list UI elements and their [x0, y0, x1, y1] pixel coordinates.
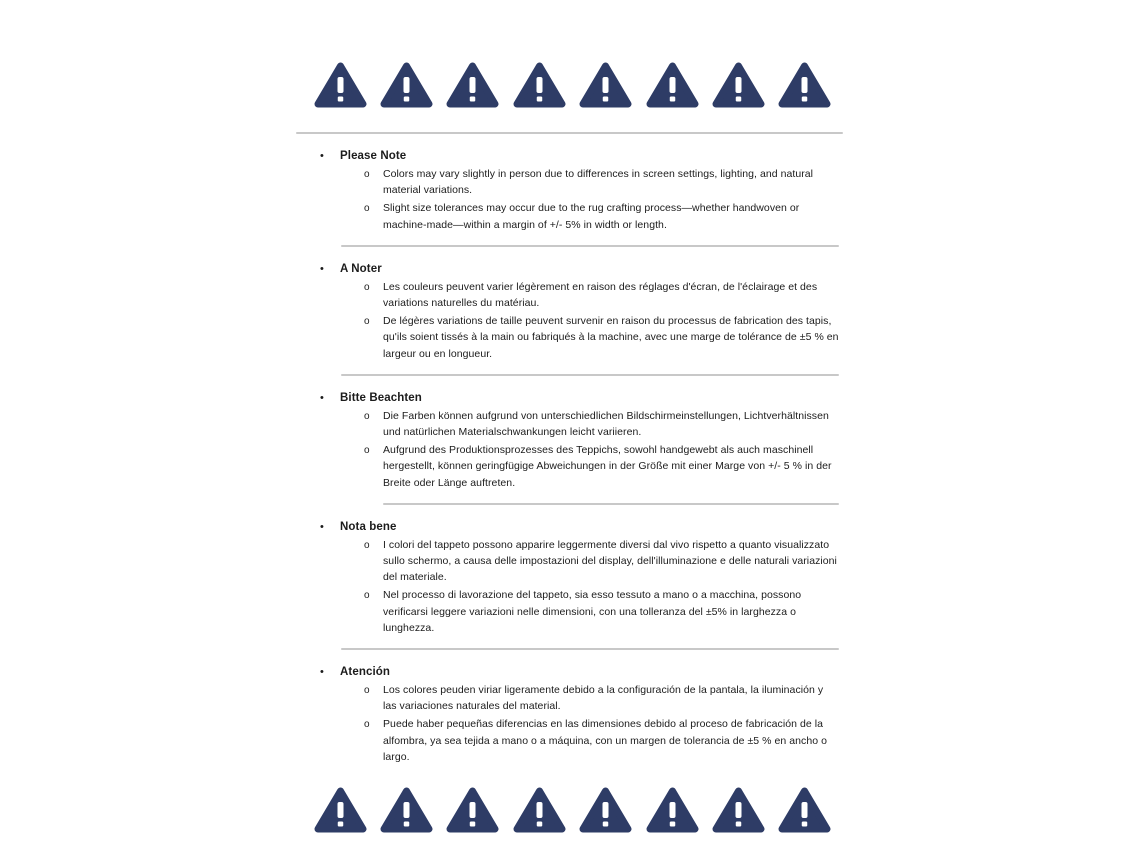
note-item	[300, 442, 845, 491]
section-heading-row	[300, 390, 845, 406]
warning-row-bottom	[314, 785, 832, 835]
section-title: Nota bene	[340, 520, 397, 533]
note-text: I colori del tappeto possono apparire leggermente diversi dal vivo rispetto a quanto visualizzato sullo schermo, a causa delle impostazioni del display, dell'illuminazione e delle naturali variazioni del materiale.	[383, 538, 837, 584]
note-item	[300, 313, 845, 362]
circle-bullet-icon: o	[364, 169, 370, 180]
warning-triangle-icon	[314, 785, 367, 835]
divider	[383, 503, 839, 505]
section-bitte-beachten	[300, 390, 845, 491]
note-item	[300, 200, 845, 232]
note-text: Colors may vary slightly in person due to differences in screen settings, lighting, and natural material variations.	[383, 168, 814, 197]
note-item	[300, 537, 845, 586]
warning-triangle-icon	[513, 60, 566, 110]
warning-triangle-icon	[380, 60, 433, 110]
circle-bullet-icon: o	[364, 410, 370, 422]
warning-triangle-icon	[778, 60, 831, 110]
warning-triangle-icon	[778, 785, 831, 835]
circle-bullet-icon: o	[364, 316, 370, 328]
section-heading-row	[300, 519, 845, 535]
warning-triangle-icon	[446, 60, 499, 110]
warning-row-top	[314, 60, 832, 110]
note-text: Aufgrund des Produktionsprozesses des Teppichs, sowohl handgewebt als auch maschinell hergestellt, können geringfügige Abweichungen in der Größe mit einer Marge von +/- 5 % in der Breite oder Länge auftreten.	[383, 444, 832, 489]
warning-triangle-icon	[314, 60, 367, 110]
divider	[296, 132, 843, 134]
note-item	[300, 716, 845, 765]
circle-bullet-icon: o	[364, 719, 370, 731]
note-text: Los colores peuden viriar ligeramente debido a la configuración de la pantala, la iluminación y las variaciones naturales del material.	[383, 684, 824, 713]
note-text: Nel processo di lavorazione del tappeto, sia esso tessuto a mano o a macchina, possono verificarsi leggere variazioni nelle dimensioni, con una tolleranza del ±5% in larghezza o lunghezza.	[383, 589, 802, 634]
section-title: A Noter	[340, 262, 382, 275]
circle-bullet-icon: o	[364, 590, 370, 602]
bullet-icon: •	[320, 262, 324, 275]
circle-bullet-icon: o	[364, 203, 370, 215]
circle-bullet-icon: o	[364, 539, 370, 551]
warning-triangle-icon	[712, 60, 765, 110]
note-text: Slight size tolerances may occur due to the rug crafting process—whether handwoven or machine-made—within a margin of +/- 5% in width or length.	[383, 202, 800, 231]
section-heading-row	[300, 664, 845, 680]
section-nota-bene	[300, 519, 845, 636]
divider	[341, 374, 839, 376]
warning-triangle-icon	[579, 785, 632, 835]
note-item	[300, 166, 845, 198]
note-item	[300, 408, 845, 440]
warning-triangle-icon	[579, 60, 632, 110]
warning-triangle-icon	[380, 785, 433, 835]
warning-triangle-icon	[446, 785, 499, 835]
section-heading-row	[300, 261, 845, 277]
section-title: Please Note	[340, 150, 407, 162]
note-text: Puede haber pequeñas diferencias en las dimensiones debido al proceso de fabricación de la alfombra, ya sea tejida a mano o a máquina, con un margen de tolerancia de ±5 % en ancho o largo.	[383, 718, 827, 763]
section-heading-row	[300, 148, 845, 164]
section-please-note	[300, 148, 845, 233]
section-title: Bitte Beachten	[340, 391, 422, 404]
divider	[341, 245, 839, 247]
note-text: De légères variations de taille peuvent survenir en raison du processus de fabrication des tapis, qu'ils soient tissés à la main ou fabriqués à la machine, avec une marge de tolérance de ±5 % en largeur ou en longueur.	[383, 315, 839, 360]
note-item	[300, 682, 845, 714]
document-page	[300, 0, 845, 835]
warning-triangle-icon	[646, 60, 699, 110]
bullet-icon: •	[320, 666, 324, 679]
section-atencion	[300, 664, 845, 765]
circle-bullet-icon: o	[364, 445, 370, 457]
warning-triangle-icon	[513, 785, 566, 835]
circle-bullet-icon: o	[364, 281, 370, 293]
note-text: Les couleurs peuvent varier légèrement en raison des réglages d'écran, de l'éclairage et des variations naturelles du matériau.	[383, 280, 818, 310]
bullet-icon: •	[320, 391, 324, 404]
note-item	[300, 587, 845, 636]
circle-bullet-icon: o	[364, 685, 370, 697]
note-item	[300, 279, 845, 311]
bullet-icon: •	[320, 520, 324, 533]
divider	[341, 648, 839, 650]
warning-triangle-icon	[712, 785, 765, 835]
warning-triangle-icon	[646, 785, 699, 835]
section-a-noter	[300, 261, 845, 362]
section-title: Atención	[340, 666, 390, 679]
bullet-icon: •	[320, 150, 324, 162]
note-text: Die Farben können aufgrund von unterschiedlichen Bildschirmeinstellungen, Lichtverhältnissen und natürlichen Materialschwankungen leicht variieren.	[383, 409, 829, 439]
